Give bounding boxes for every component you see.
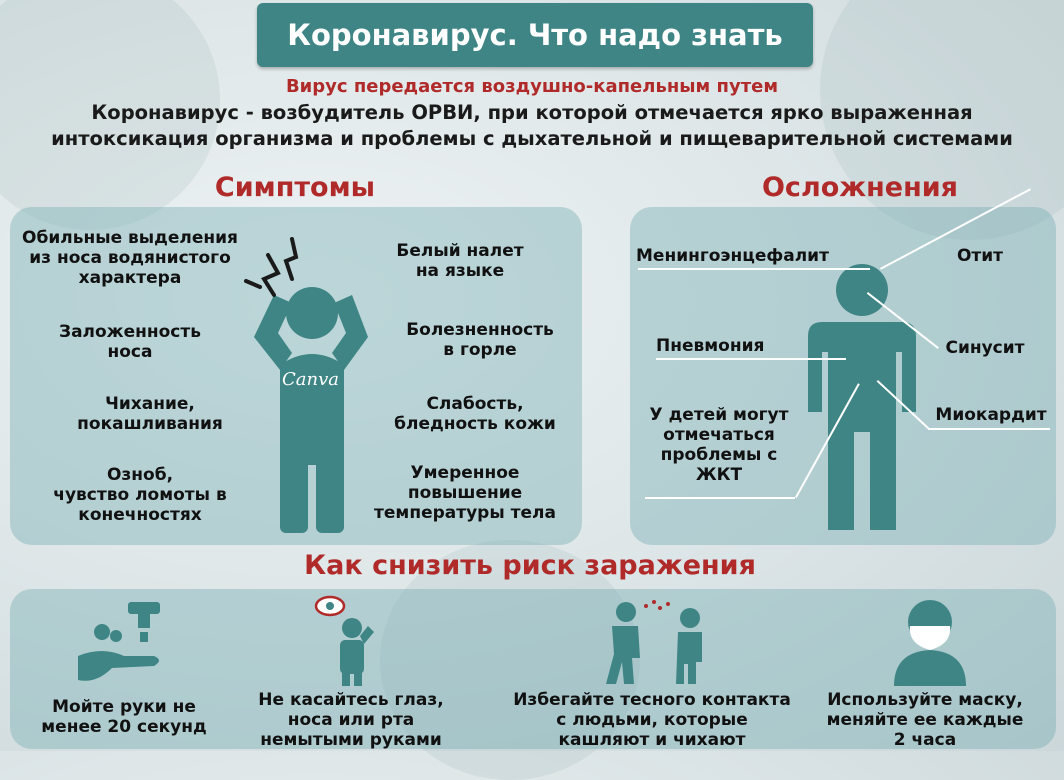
prevention-text: Избегайте тесного контакта с людьми, которые кашляют и чихают bbox=[513, 690, 791, 750]
complication-text: Синусит bbox=[945, 338, 1025, 358]
connector-line bbox=[928, 428, 1050, 430]
complication-text: У детей могут отмечаться проблемы с ЖКТ bbox=[649, 405, 789, 485]
complication-text: Отит bbox=[956, 246, 1004, 266]
mask-icon bbox=[880, 592, 980, 687]
symptom-text: Умеренное повышение температуры тела bbox=[374, 463, 556, 523]
symptom-text: Обильные выделения из носа водянистого характера bbox=[22, 228, 238, 288]
complication-text: Менингоэнцефалит bbox=[636, 246, 829, 266]
prevention-text: Мойте руки не менее 20 секунд bbox=[41, 697, 207, 737]
intro-line: интоксикация организма и проблемы с дыхательной и пищеварительной системами bbox=[51, 127, 1013, 150]
symptom-text: Слабость, бледность кожи bbox=[394, 394, 556, 434]
symptom-text: Чихание, покашливания bbox=[77, 394, 223, 434]
intro-text bbox=[0, 100, 1064, 152]
title-banner bbox=[257, 3, 813, 67]
prevention-heading: Как снизить риск заражения bbox=[304, 550, 756, 581]
prevention-text: Не касайтесь глаз, носа или рта немытыми руками bbox=[258, 690, 444, 750]
complication-text: Миокардит bbox=[935, 405, 1047, 425]
sick-person-icon bbox=[240, 225, 380, 535]
no-touch-face-icon bbox=[300, 592, 390, 687]
canva-watermark: Canva bbox=[282, 369, 339, 390]
symptoms-heading: Симптомы bbox=[214, 172, 376, 203]
connector-line bbox=[645, 497, 795, 499]
page-title: Коронавирус. Что надо знать bbox=[287, 18, 783, 52]
prevention-text: Используйте маску, меняйте ее каждые 2 часа bbox=[826, 690, 1024, 750]
intro-line: Коронавирус - возбудитель ОРВИ, при которой отмечается ярко выраженная bbox=[91, 101, 973, 124]
connector-line bbox=[638, 268, 870, 270]
handwash-icon bbox=[72, 596, 172, 686]
complications-heading: Осложнения bbox=[761, 172, 959, 203]
avoid-contact-icon bbox=[598, 592, 728, 687]
body-outline-icon bbox=[800, 262, 920, 532]
subtitle: Вирус передается воздушно-капельным путем bbox=[285, 76, 779, 97]
symptom-text: Заложенность носа bbox=[59, 322, 201, 362]
symptom-text: Белый налет на языке bbox=[396, 241, 524, 281]
symptom-text: Озноб, чувство ломоты в конечностях bbox=[53, 465, 227, 525]
connector-line bbox=[656, 358, 846, 360]
complication-text: Пневмония bbox=[656, 336, 765, 356]
symptom-text: Болезненность в горле bbox=[406, 320, 554, 360]
